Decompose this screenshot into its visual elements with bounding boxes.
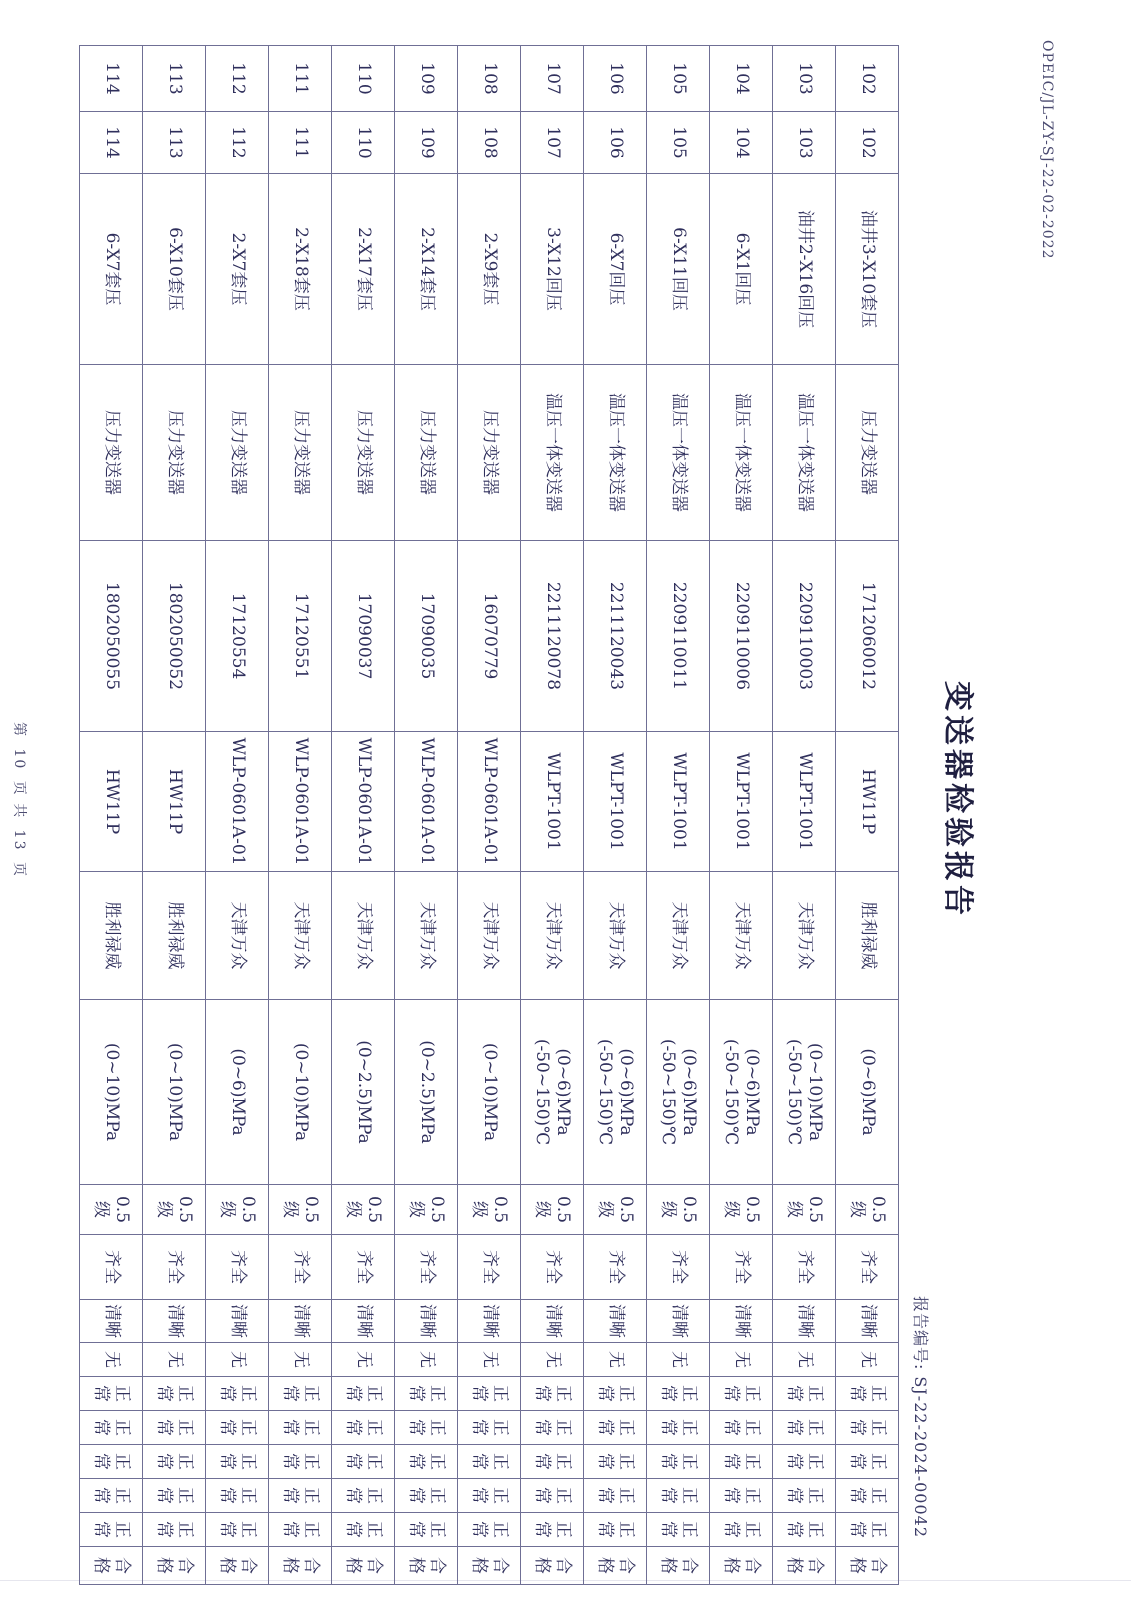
table-cell-c5: 17090037 [332,541,395,732]
table-cell-c1: 103 [773,46,836,112]
table-cell-c10: 齐全 [80,1235,143,1300]
page-title: 变送器检验报告 [940,681,975,919]
table-cell-c12: 无 [206,1343,269,1377]
table-cell-c13: 正常 [521,1377,584,1411]
table-cell-c2: 110 [332,112,395,174]
table-row [458,46,521,1585]
table-cell-c7: 胜利禄威 [80,872,143,1000]
table-cell-c6: WLPT-1001 [584,732,647,872]
table-cell-c1: 104 [710,46,773,112]
table-cell-c10: 齐全 [143,1235,206,1300]
table-row [773,46,836,1585]
table-cell-c4: 压力变送器 [269,365,332,541]
table-cell-c1: 108 [458,46,521,112]
table-cell-c9: 0.5级 [143,1185,206,1235]
table-cell-c1: 114 [80,46,143,112]
report-number-value: SJ-22-2024-00042 [911,1376,930,1538]
table-cell-c16: 正常 [80,1479,143,1513]
table-cell-c17: 正常 [143,1513,206,1547]
table-cell-c2: 104 [710,112,773,174]
table-cell-c10: 齐全 [647,1235,710,1300]
table-cell-c5: 16070779 [458,541,521,732]
table-cell-c17: 正常 [458,1513,521,1547]
table-cell-c7: 胜利禄威 [143,872,206,1000]
table-cell-c6: HW11P [80,732,143,872]
table-cell-c7: 天津万众 [521,872,584,1000]
table-cell-c16: 正常 [143,1479,206,1513]
table-cell-c9: 0.5级 [773,1185,836,1235]
table-row [143,46,206,1585]
table-cell-c1: 111 [269,46,332,112]
table-cell-c14: 正常 [80,1411,143,1445]
table-cell-c7: 天津万众 [395,872,458,1000]
table-cell-c15: 正常 [836,1445,899,1479]
table-cell-c14: 正常 [710,1411,773,1445]
table-cell-c5: 2211120078 [521,541,584,732]
table-cell-c2: 103 [773,112,836,174]
table-cell-c15: 正常 [206,1445,269,1479]
table-cell-c11: 清晰 [773,1300,836,1343]
table-cell-c15: 正常 [458,1445,521,1479]
table-cell-c18: 合格 [332,1547,395,1585]
table-cell-c4: 压力变送器 [80,365,143,541]
table-cell-c7: 天津万众 [458,872,521,1000]
table-cell-c13: 正常 [836,1377,899,1411]
table-cell-c12: 无 [521,1343,584,1377]
table-cell-c12: 无 [80,1343,143,1377]
table-cell-c3: 2-X17套压 [332,174,395,365]
table-cell-c11: 清晰 [584,1300,647,1343]
table-cell-c17: 正常 [395,1513,458,1547]
table-cell-c11: 清晰 [332,1300,395,1343]
table-cell-c16: 正常 [584,1479,647,1513]
table-cell-c12: 无 [773,1343,836,1377]
table-cell-c3: 6-X11回压 [647,174,710,365]
table-row [710,46,773,1585]
table-cell-c12: 无 [458,1343,521,1377]
table-cell-c3: 3-X12回压 [521,174,584,365]
table-cell-c4: 温压一体变送器 [647,365,710,541]
table-cell-c10: 齐全 [458,1235,521,1300]
table-cell-c8: (0~10)MPa [269,1000,332,1185]
table-cell-c11: 清晰 [143,1300,206,1343]
table-cell-c7: 天津万众 [269,872,332,1000]
table-cell-c6: WLPT-1001 [773,732,836,872]
table-cell-c3: 2-X18套压 [269,174,332,365]
table-cell-c18: 合格 [710,1547,773,1585]
table-cell-c13: 正常 [143,1377,206,1411]
table-cell-c2: 102 [836,112,899,174]
table-cell-c11: 清晰 [395,1300,458,1343]
table-cell-c18: 合格 [206,1547,269,1585]
table-cell-c18: 合格 [143,1547,206,1585]
table-cell-c16: 正常 [332,1479,395,1513]
table-cell-c6: WLP-0601A-01 [206,732,269,872]
table-cell-c4: 温压一体变送器 [710,365,773,541]
table-cell-c8: (0~6)MPa [206,1000,269,1185]
report-number [910,1290,933,1538]
table-cell-c13: 正常 [710,1377,773,1411]
table-cell-c16: 正常 [269,1479,332,1513]
table-cell-c16: 正常 [710,1479,773,1513]
table-cell-c1: 113 [143,46,206,112]
table-cell-c4: 温压一体变送器 [584,365,647,541]
table-cell-c4: 压力变送器 [458,365,521,541]
table-row [521,46,584,1585]
table-row [395,46,458,1585]
table-row [269,46,332,1585]
table-cell-c18: 合格 [395,1547,458,1585]
table-cell-c3: 2-X9套压 [458,174,521,365]
table-cell-c3: 2-X7套压 [206,174,269,365]
table-cell-c2: 109 [395,112,458,174]
table-cell-c6: HW11P [143,732,206,872]
table-cell-c2: 114 [80,112,143,174]
table-cell-c18: 合格 [647,1547,710,1585]
table-cell-c9: 0.5级 [710,1185,773,1235]
table-cell-c5: 17120551 [269,541,332,732]
table-cell-c8: (0~2.5)MPa [395,1000,458,1185]
table-cell-c10: 齐全 [773,1235,836,1300]
table-cell-c12: 无 [269,1343,332,1377]
table-cell-c1: 102 [836,46,899,112]
table-cell-c14: 正常 [773,1411,836,1445]
table-row [206,46,269,1585]
table-cell-c7: 天津万众 [584,872,647,1000]
table-cell-c16: 正常 [206,1479,269,1513]
table-cell-c15: 正常 [269,1445,332,1479]
table-cell-c8: (0~10)MPa (-50~150)℃ [773,1000,836,1185]
table-cell-c8: (0~6)MPa [836,1000,899,1185]
table-cell-c15: 正常 [584,1445,647,1479]
table-cell-c16: 正常 [773,1479,836,1513]
footer-prefix: 第 [11,722,27,739]
table-cell-c14: 正常 [269,1411,332,1445]
table-cell-c2: 108 [458,112,521,174]
table-cell-c2: 107 [521,112,584,174]
table-cell-c14: 正常 [143,1411,206,1445]
table-cell-c10: 齐全 [395,1235,458,1300]
table-cell-c15: 正常 [647,1445,710,1479]
table-cell-c15: 正常 [143,1445,206,1479]
table-cell-c17: 正常 [836,1513,899,1547]
table-cell-c7: 天津万众 [206,872,269,1000]
table-cell-c17: 正常 [269,1513,332,1547]
table-cell-c13: 正常 [584,1377,647,1411]
table-cell-c17: 正常 [332,1513,395,1547]
table-cell-c15: 正常 [395,1445,458,1479]
table-cell-c4: 温压一体变送器 [521,365,584,541]
table-cell-c14: 正常 [521,1411,584,1445]
table-cell-c3: 6-X1回压 [710,174,773,365]
table-cell-c1: 106 [584,46,647,112]
table-cell-c11: 清晰 [836,1300,899,1343]
table-cell-c9: 0.5级 [395,1185,458,1235]
table-cell-c7: 天津万众 [773,872,836,1000]
table-cell-c5: 1802050055 [80,541,143,732]
table-cell-c12: 无 [710,1343,773,1377]
table-cell-c9: 0.5级 [206,1185,269,1235]
table-cell-c12: 无 [836,1343,899,1377]
table-cell-c9: 0.5级 [80,1185,143,1235]
table-cell-c7: 胜利禄威 [836,872,899,1000]
table-cell-c10: 齐全 [836,1235,899,1300]
table-cell-c2: 113 [143,112,206,174]
footer-suffix: 页 [11,861,27,878]
table-cell-c13: 正常 [773,1377,836,1411]
table-cell-c8: (0~6)MPa (-50~150)℃ [584,1000,647,1185]
table-cell-c11: 清晰 [521,1300,584,1343]
table-cell-c3: 6-X7回压 [584,174,647,365]
table-cell-c18: 合格 [773,1547,836,1585]
inspection-table [79,45,899,1585]
table-cell-c11: 清晰 [710,1300,773,1343]
document-code: OPEIC/JL-ZY-SJ-22-02-2022 [1039,40,1055,260]
table-cell-c14: 正常 [206,1411,269,1445]
table-cell-c13: 正常 [458,1377,521,1411]
table-cell-c16: 正常 [458,1479,521,1513]
table-cell-c5: 2209110011 [647,541,710,732]
table-cell-c3: 油井2-X16回压 [773,174,836,365]
table-cell-c5: 17120554 [206,541,269,732]
table-cell-c8: (0~2.5)MPa [332,1000,395,1185]
report-number-label: 报告编号: [911,1296,930,1371]
table-row [80,46,143,1585]
table-cell-c8: (0~10)MPa [458,1000,521,1185]
table-cell-c6: WLP-0601A-01 [269,732,332,872]
table-cell-c7: 天津万众 [710,872,773,1000]
table-cell-c5: 1802050052 [143,541,206,732]
table-cell-c4: 压力变送器 [332,365,395,541]
footer-page-number: 10 [11,748,27,771]
table-cell-c11: 清晰 [647,1300,710,1343]
table-cell-c9: 0.5级 [269,1185,332,1235]
table-cell-c6: WLPT-1001 [521,732,584,872]
table-cell-c16: 正常 [836,1479,899,1513]
table-cell-c6: WLP-0601A-01 [458,732,521,872]
table-cell-c10: 齐全 [521,1235,584,1300]
table-cell-c9: 0.5级 [521,1185,584,1235]
table-cell-c15: 正常 [521,1445,584,1479]
table-cell-c12: 无 [647,1343,710,1377]
table-cell-c4: 温压一体变送器 [773,365,836,541]
table-cell-c5: 1712060012 [836,541,899,732]
table-cell-c17: 正常 [206,1513,269,1547]
table-cell-c11: 清晰 [80,1300,143,1343]
table-cell-c8: (0~10)MPa [143,1000,206,1185]
table-cell-c3: 油井3-X10套压 [836,174,899,365]
table-cell-c8: (0~6)MPa (-50~150)℃ [647,1000,710,1185]
table-cell-c16: 正常 [395,1479,458,1513]
table-row [332,46,395,1585]
table-cell-c3: 6-X10套压 [143,174,206,365]
table-cell-c13: 正常 [269,1377,332,1411]
table-cell-c15: 正常 [710,1445,773,1479]
footer-page-total: 13 [11,829,27,852]
table-cell-c18: 合格 [458,1547,521,1585]
table-cell-c7: 天津万众 [332,872,395,1000]
page-footer [10,0,30,1600]
table-cell-c13: 正常 [332,1377,395,1411]
table-cell-c8: (0~10)MPa [80,1000,143,1185]
table-cell-c9: 0.5级 [332,1185,395,1235]
table-cell-c14: 正常 [395,1411,458,1445]
table-cell-c5: 17090035 [395,541,458,732]
table-cell-c6: WLP-0601A-01 [332,732,395,872]
table-cell-c10: 齐全 [710,1235,773,1300]
table-cell-c13: 正常 [647,1377,710,1411]
table-cell-c10: 齐全 [269,1235,332,1300]
table-cell-c8: (0~6)MPa (-50~150)℃ [710,1000,773,1185]
table-cell-c18: 合格 [584,1547,647,1585]
table-cell-c4: 压力变送器 [836,365,899,541]
table-cell-c4: 压力变送器 [143,365,206,541]
table-cell-c14: 正常 [332,1411,395,1445]
table-cell-c15: 正常 [773,1445,836,1479]
table-cell-c6: WLPT-1001 [647,732,710,872]
table-cell-c1: 112 [206,46,269,112]
table-cell-c3: 6-X7套压 [80,174,143,365]
table-cell-c9: 0.5级 [836,1185,899,1235]
table-cell-c12: 无 [395,1343,458,1377]
table-cell-c16: 正常 [521,1479,584,1513]
table-cell-c18: 合格 [269,1547,332,1585]
table-cell-c14: 正常 [647,1411,710,1445]
table-cell-c12: 无 [332,1343,395,1377]
table-cell-c17: 正常 [773,1513,836,1547]
table-cell-c17: 正常 [584,1513,647,1547]
table-cell-c4: 压力变送器 [206,365,269,541]
table-cell-c13: 正常 [395,1377,458,1411]
table-cell-c17: 正常 [521,1513,584,1547]
table-cell-c1: 110 [332,46,395,112]
table-cell-c10: 齐全 [584,1235,647,1300]
table-cell-c10: 齐全 [332,1235,395,1300]
table-cell-c2: 105 [647,112,710,174]
table-cell-c13: 正常 [206,1377,269,1411]
table-cell-c10: 齐全 [206,1235,269,1300]
table-cell-c5: 2211120043 [584,541,647,732]
table-cell-c14: 正常 [458,1411,521,1445]
table-body [80,46,899,1585]
table-cell-c17: 正常 [710,1513,773,1547]
table-cell-c6: HW11P [836,732,899,872]
table-cell-c1: 105 [647,46,710,112]
footer-middle: 页 共 [11,780,27,820]
table-cell-c3: 2-X14套压 [395,174,458,365]
table-cell-c15: 正常 [332,1445,395,1479]
table-cell-c17: 正常 [80,1513,143,1547]
table-cell-c9: 0.5级 [647,1185,710,1235]
table-row [647,46,710,1585]
table-cell-c12: 无 [143,1343,206,1377]
table-cell-c14: 正常 [836,1411,899,1445]
table-cell-c16: 正常 [647,1479,710,1513]
table-cell-c8: (0~6)MPa (-50~150)℃ [521,1000,584,1185]
table-cell-c9: 0.5级 [584,1185,647,1235]
table-cell-c17: 正常 [647,1513,710,1547]
table-cell-c12: 无 [584,1343,647,1377]
table-cell-c11: 清晰 [269,1300,332,1343]
table-row [584,46,647,1585]
table-cell-c1: 109 [395,46,458,112]
table-cell-c18: 合格 [836,1547,899,1585]
table-cell-c2: 112 [206,112,269,174]
table-cell-c1: 107 [521,46,584,112]
table-cell-c4: 压力变送器 [395,365,458,541]
table-cell-c11: 清晰 [206,1300,269,1343]
table-cell-c11: 清晰 [458,1300,521,1343]
table-cell-c6: WLPT-1001 [710,732,773,872]
table-cell-c5: 2209110006 [710,541,773,732]
table-cell-c18: 合格 [80,1547,143,1585]
table-cell-c6: WLP-0601A-01 [395,732,458,872]
table-row [836,46,899,1585]
table-cell-c2: 111 [269,112,332,174]
table-cell-c13: 正常 [80,1377,143,1411]
table-cell-c18: 合格 [521,1547,584,1585]
table-cell-c15: 正常 [80,1445,143,1479]
table-cell-c2: 106 [584,112,647,174]
table-cell-c14: 正常 [584,1411,647,1445]
table-cell-c7: 天津万众 [647,872,710,1000]
table-cell-c9: 0.5级 [458,1185,521,1235]
table-cell-c5: 2209110003 [773,541,836,732]
